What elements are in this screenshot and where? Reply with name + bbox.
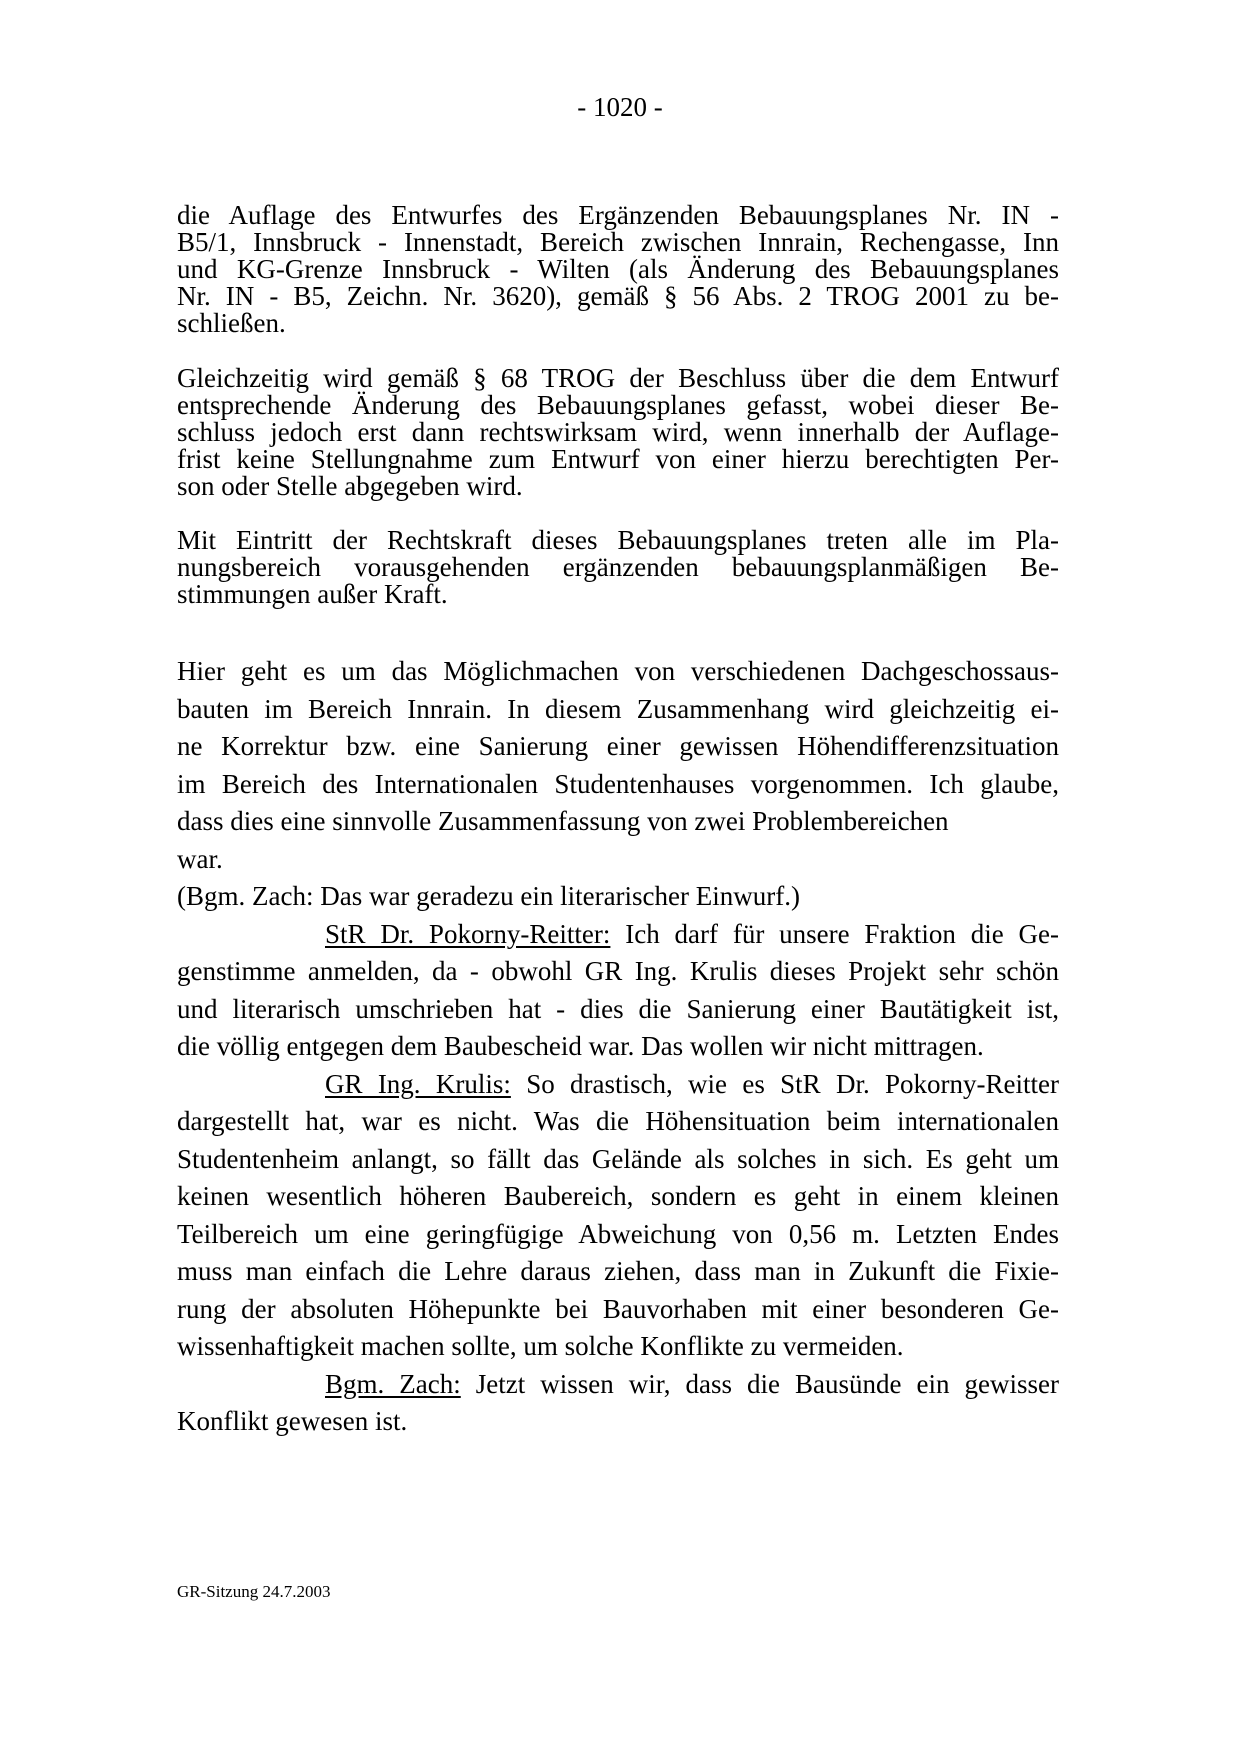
text-line: und KG-Grenze Innsbruck - Wilten (als Änderung des Bebauungsplanes bbox=[177, 254, 1059, 284]
speech-first-line bbox=[177, 1366, 1059, 1404]
speaker-name: StR Dr. Pokorny-Reitter: bbox=[325, 918, 611, 949]
speech-pokorny-reitter bbox=[177, 916, 1059, 1066]
interjection: (Bgm. Zach: Das war geradezu ein literarischer Einwurf.) bbox=[177, 881, 800, 911]
text-line: entsprechende Änderung des Bebauungsplanes gefasst, wobei dieser Be- bbox=[177, 390, 1059, 420]
debate-section bbox=[177, 653, 1059, 1441]
text-line: son oder Stelle abgegeben wird. bbox=[177, 471, 523, 501]
speech-krulis bbox=[177, 1066, 1059, 1366]
text-line: Hier geht es um das Möglichmachen von verschiedenen Dachgeschossaus- bbox=[177, 656, 1059, 686]
speech-text: So drastisch, wie es StR Dr. Pokorny-Reitter bbox=[526, 1068, 1060, 1099]
text-line: ne Korrektur bzw. eine Sanierung einer gewissen Höhendifferenzsituation bbox=[177, 731, 1059, 761]
text-line: stimmungen außer Kraft. bbox=[177, 579, 448, 609]
text-line: frist keine Stellungnahme zum Entwurf von einer hierzu berechtigten Per- bbox=[177, 444, 1059, 474]
text-line: Teilbereich um eine geringfügige Abweichung von 0,56 m. Letzten Endes bbox=[177, 1218, 1059, 1249]
text-line: Studentenheim anlangt, so fällt das Gelände als solches in sich. Es geht um bbox=[177, 1143, 1059, 1174]
speech-first-line bbox=[177, 916, 1059, 954]
text-line: und literarisch umschrieben hat - dies die Sanierung einer Bautätigkeit ist, bbox=[177, 993, 1059, 1024]
speech-text: Jetzt wissen wir, dass die Bausünde ein gewisser bbox=[475, 1368, 1059, 1399]
footer-session-date: GR-Sitzung 24.7.2003 bbox=[177, 1582, 331, 1601]
text-line: B5/1, Innsbruck - Innenstadt, Bereich zwischen Innrain, Rechengasse, Inn bbox=[177, 227, 1059, 257]
text-line: Gleichzeitig wird gemäß § 68 TROG der Beschluss über die dem Entwurf bbox=[177, 363, 1059, 393]
motion-paragraph-1 bbox=[177, 202, 1059, 337]
speaker-name: GR Ing. Krulis: bbox=[325, 1068, 511, 1099]
text-line: keinen wesentlich höheren Baubereich, sondern es geht in einem kleinen bbox=[177, 1181, 1059, 1211]
text-line: war. bbox=[177, 843, 223, 874]
text-line: nungsbereich vorausgehenden ergänzenden bebauungsplanmäßigen Be- bbox=[177, 552, 1059, 582]
text-line: dass dies eine sinnvolle Zusammenfassung von zwei Problembereichen bbox=[177, 806, 949, 836]
page-number: - 1020 - bbox=[577, 92, 663, 122]
speech-zach bbox=[177, 1366, 1059, 1441]
text-line: die völlig entgegen dem Baubescheid war. Das wollen wir nicht mittragen. bbox=[177, 1031, 984, 1061]
speaker-name: Bgm. Zach: bbox=[325, 1368, 461, 1399]
text-line: dargestellt hat, war es nicht. Was die Höhensituation beim internationalen bbox=[177, 1106, 1059, 1136]
text-line: bauten im Bereich Innrain. In diesem Zusammenhang wird gleichzeitig ei- bbox=[177, 693, 1059, 724]
motion-paragraph-2 bbox=[177, 365, 1059, 500]
text-line: im Bereich des Internationalen Studentenhauses vorgenommen. Ich glaube, bbox=[177, 768, 1059, 799]
speech-first-line bbox=[177, 1066, 1059, 1104]
text-line: wissenhaftigkeit machen sollte, um solche Konflikte zu vermeiden. bbox=[177, 1331, 904, 1361]
intro-paragraph bbox=[177, 653, 1059, 878]
text-line: rung der absoluten Höhepunkte bei Bauvorhaben mit einer besonderen Ge- bbox=[177, 1293, 1059, 1324]
speech-text: Ich darf für unsere Fraktion die Ge- bbox=[625, 918, 1060, 949]
text-line: die Auflage des Entwurfes des Ergänzenden Bebauungsplanes Nr. IN - bbox=[177, 200, 1059, 230]
text-line: Konflikt gewesen ist. bbox=[177, 1406, 408, 1436]
text-line: genstimme anmelden, da - obwohl GR Ing. Krulis dieses Projekt sehr schön bbox=[177, 956, 1059, 986]
text-line: schließen. bbox=[177, 308, 286, 338]
text-line: schluss jedoch erst dann rechtswirksam wird, wenn innerhalb der Auflage- bbox=[177, 417, 1059, 447]
text-line: Nr. IN - B5, Zeichn. Nr. 3620), gemäß § 56 Abs. 2 TROG 2001 zu be- bbox=[177, 281, 1059, 311]
motion-paragraph-3 bbox=[177, 527, 1059, 608]
text-line: Mit Eintritt der Rechtskraft dieses Bebauungsplanes treten alle im Pla- bbox=[177, 525, 1059, 555]
text-line: muss man einfach die Lehre daraus ziehen, dass man in Zukunft die Fixie- bbox=[177, 1256, 1059, 1286]
